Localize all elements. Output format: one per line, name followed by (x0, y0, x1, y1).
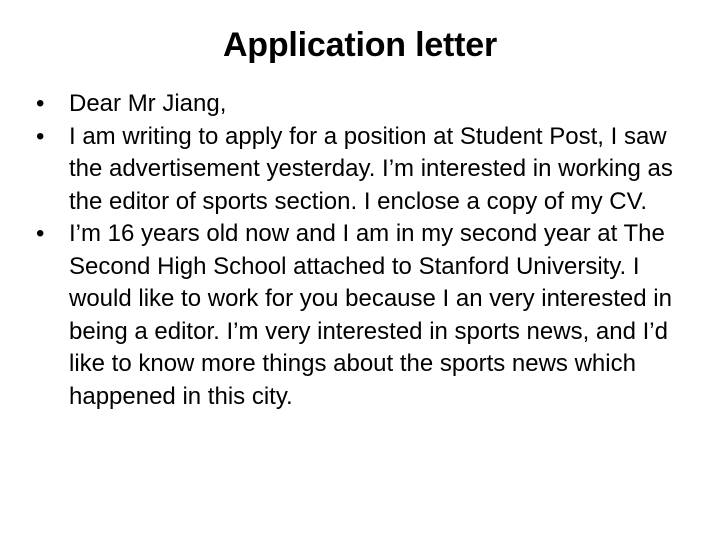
slide-title: Application letter (222, 26, 498, 64)
bullet-icon: • (36, 220, 45, 247)
bullet-list (36, 88, 676, 413)
bullet-text: I’m 16 years old now and I am in my second year at The Second High School attached to Stanford University. I would like to work for you because I an very interested in being a editor. I’m very interested in sports news, and I’d like to know more things about the sports news which happened in this city. (69, 220, 672, 410)
bullet-item-intro (36, 121, 676, 219)
bullet-item-background (36, 218, 676, 413)
bullet-text: Dear Mr Jiang, (69, 90, 227, 117)
bullet-icon: • (36, 122, 45, 150)
bullet-text: I am writing to apply for a position at Student Post, I saw the advertisement yesterday. I’m interested in working as the editor of sports section. I enclose a copy of my CV. (69, 122, 673, 215)
bullet-icon: • (36, 90, 45, 117)
bullet-item-salutation (36, 88, 676, 121)
